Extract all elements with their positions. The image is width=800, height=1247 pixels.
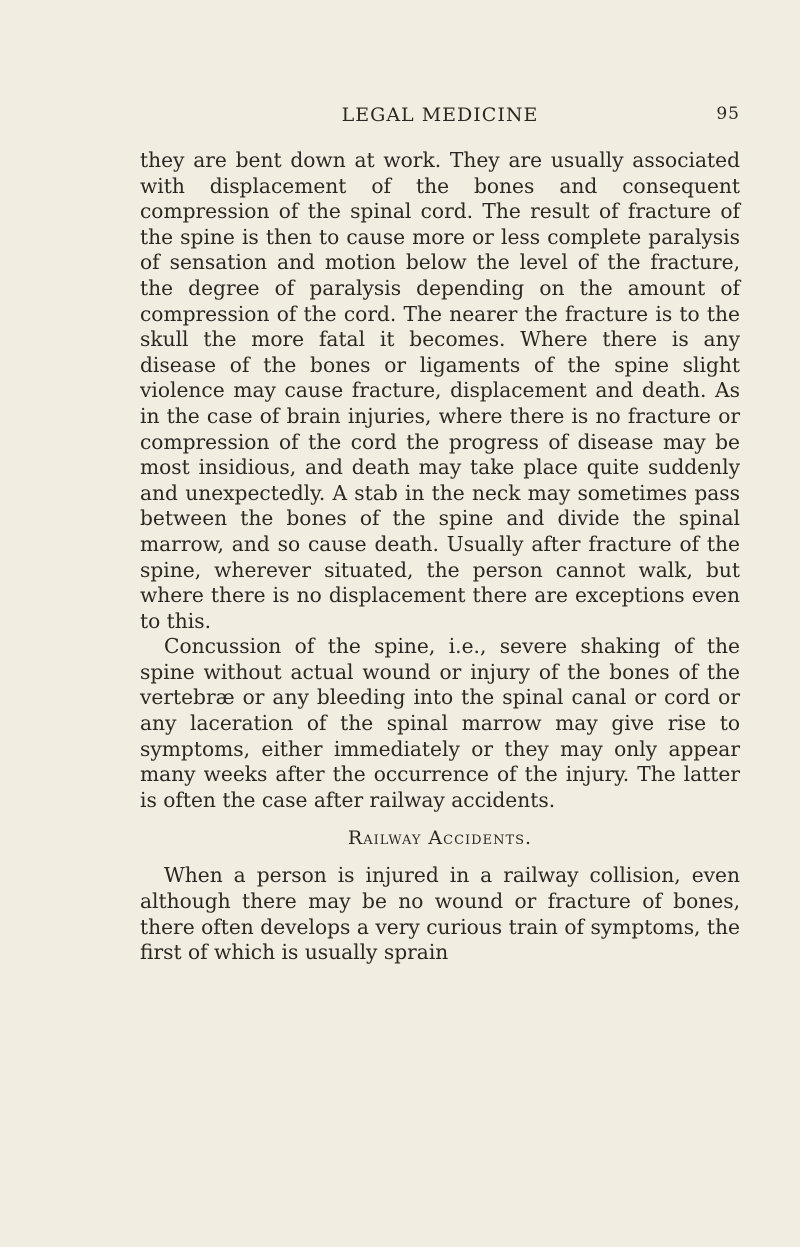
running-head [140, 100, 740, 134]
section-heading: Railway Accidents. [347, 827, 533, 850]
paragraph-railway-accidents: When a person is injured in a railway collision, even although there may be no wound or fracture of bones, there often develops a very curious train of symptoms, the first of which is usually sprain [140, 863, 740, 965]
page-number: 95 [716, 104, 740, 124]
paragraph-concussion: Concussion of the spine, i.e., severe shaking of the spine without actual wound or injury of the bones of the vertebræ or any bleeding into the spinal canal or cord or any laceration of the spinal marrow may give rise to symptoms, either immediately or they may only appear many weeks after the occurrence of the injury. The latter is often the case after railway accidents. [140, 634, 740, 812]
body-text [140, 148, 740, 966]
paragraph-spine-fracture: they are bent down at work. They are usually associated with displacement of the bones and consequent compression of the spinal cord. The result of fracture of the spine is then to cause more or less complete paralysis of sensation and motion below the level of the fracture, the degree of paralysis depending on the amount of compression of the cord. The nearer the fracture is to the skull the more fatal it becomes. Where there is any disease of the bones or ligaments of the spine slight violence may cause fracture, displacement and death. As in the case of brain injuries, where there is no fracture or compression of the cord the progress of disease may be most insidious, and death may take place quite suddenly and unexpectedly. A stab in the neck may sometimes pass between the bones of the spine and divide the spinal marrow, and so cause death. Usually after fracture of the spine, wherever situated, the person cannot walk, but where there is no displacement there are exceptions even to this. [140, 148, 740, 633]
running-title: LEGAL MEDICINE [341, 104, 539, 126]
book-page [140, 100, 740, 1220]
